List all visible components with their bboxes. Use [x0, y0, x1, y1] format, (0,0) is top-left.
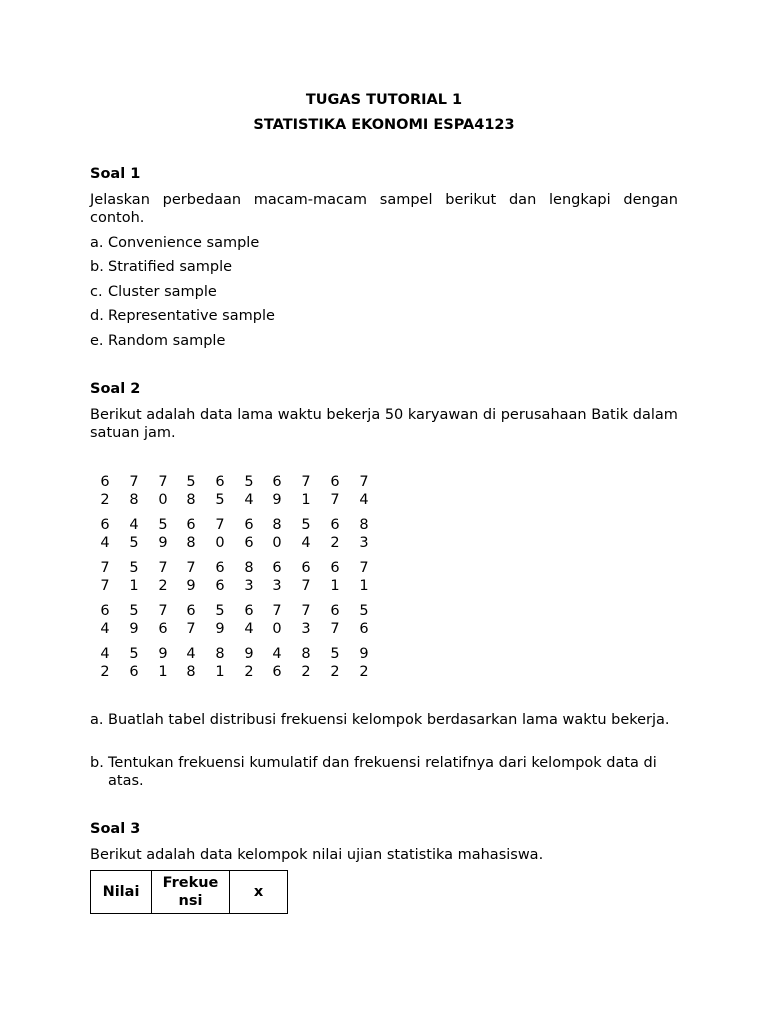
digit: 7 [100, 560, 110, 576]
digit: 6 [272, 560, 282, 576]
soal2-item-a [90, 711, 678, 729]
data-value [214, 473, 226, 509]
data-value [329, 602, 341, 638]
digit: 3 [272, 578, 282, 594]
data-value [300, 645, 312, 681]
data-value [358, 559, 370, 595]
digit: 9 [158, 646, 168, 662]
item-text: Convenience sample [108, 235, 260, 251]
item-text: Buatlah tabel distribusi frekuensi kelompok berdasarkan lama waktu bekerja. [108, 712, 670, 728]
digit: 8 [215, 646, 225, 662]
digit: 4 [244, 492, 254, 508]
digit: 7 [186, 560, 196, 576]
data-value [329, 473, 341, 509]
digit: 4 [100, 621, 110, 637]
digit: 2 [301, 664, 311, 680]
digit: 9 [359, 646, 369, 662]
digit: 5 [215, 492, 225, 508]
digit: 0 [272, 535, 282, 551]
digit: 6 [215, 474, 225, 490]
data-value [329, 516, 341, 552]
data-value [243, 516, 255, 552]
data-value [358, 645, 370, 681]
soal1-item-e [90, 332, 678, 350]
digit: 2 [100, 492, 110, 508]
digit: 5 [158, 517, 168, 533]
digit: 4 [186, 646, 196, 662]
digit: 7 [330, 492, 340, 508]
data-value [243, 473, 255, 509]
digit: 9 [272, 492, 282, 508]
document-subtitle: STATISTIKA EKONOMI ESPA4123 [253, 117, 515, 133]
soal1-prompt: Jelaskan perbedaan macam-macam sampel berikut dan lengkapi dengan contoh. [90, 192, 678, 226]
digit: 4 [244, 621, 254, 637]
digit: 7 [129, 474, 139, 490]
data-value [157, 602, 169, 638]
table-header-row [91, 871, 288, 914]
digit: 6 [100, 474, 110, 490]
digit: 3 [301, 621, 311, 637]
digit: 8 [186, 492, 196, 508]
digit: 5 [129, 535, 139, 551]
digit: 6 [186, 517, 196, 533]
data-value [271, 559, 283, 595]
digit: 8 [359, 517, 369, 533]
digit: 1 [129, 578, 139, 594]
data-value [214, 645, 226, 681]
data-value [214, 559, 226, 595]
data-value [99, 559, 111, 595]
digit: 2 [100, 664, 110, 680]
digit: 7 [158, 603, 168, 619]
item-label: d. [90, 308, 104, 324]
digit: 7 [272, 603, 282, 619]
data-value [358, 602, 370, 638]
item-text: Stratified sample [108, 259, 233, 275]
soal3-prompt: Berikut adalah data kelompok nilai ujian statistika mahasiswa. [90, 847, 544, 863]
data-value [300, 516, 312, 552]
digit: 3 [244, 578, 254, 594]
soal1-item-a [90, 234, 678, 252]
digit: 6 [272, 664, 282, 680]
data-value [300, 473, 312, 509]
digit: 0 [215, 535, 225, 551]
digit: 1 [215, 664, 225, 680]
document-title: TUGAS TUTORIAL 1 [305, 92, 463, 108]
digit: 2 [158, 578, 168, 594]
digit: 4 [100, 646, 110, 662]
digit: 5 [215, 603, 225, 619]
item-text: Cluster sample [108, 284, 217, 300]
digit: 7 [359, 560, 369, 576]
digit: 7 [301, 474, 311, 490]
digit: 4 [100, 535, 110, 551]
digit: 3 [359, 535, 369, 551]
digit: 5 [129, 560, 139, 576]
data-value [99, 473, 111, 509]
digit: 6 [100, 603, 110, 619]
data-value [214, 516, 226, 552]
item-label: c. [90, 284, 103, 300]
digit: 8 [244, 560, 254, 576]
digit: 6 [100, 517, 110, 533]
digit: 7 [330, 621, 340, 637]
digit: 6 [244, 517, 254, 533]
digit: 7 [215, 517, 225, 533]
data-value [300, 559, 312, 595]
soal2-prompt: Berikut adalah data lama waktu bekerja 50 karyawan di perusahaan Batik dalam satuan jam. [90, 407, 678, 441]
data-value [243, 645, 255, 681]
digit: 4 [301, 535, 311, 551]
digit: 5 [186, 474, 196, 490]
digit: 8 [186, 535, 196, 551]
digit: 8 [272, 517, 282, 533]
data-value [185, 559, 197, 595]
soal1-heading: Soal 1 [90, 166, 141, 182]
digit: 8 [129, 492, 139, 508]
data-value [185, 473, 197, 509]
data-value [329, 559, 341, 595]
item-text: Tentukan frekuensi kumulatif dan frekuensi relatifnya dari kelompok data di atas. [108, 755, 657, 789]
data-value [157, 473, 169, 509]
digit: 1 [301, 492, 311, 508]
digit: 6 [272, 474, 282, 490]
item-text: Random sample [108, 333, 226, 349]
digit: 4 [359, 492, 369, 508]
data-value [128, 473, 140, 509]
data-value [128, 602, 140, 638]
digit: 6 [158, 621, 168, 637]
item-text: Representative sample [108, 308, 275, 324]
digit: 6 [301, 560, 311, 576]
digit: 2 [244, 664, 254, 680]
digit: 9 [215, 621, 225, 637]
digit: 7 [301, 603, 311, 619]
data-value [185, 645, 197, 681]
item-label: b. [90, 259, 104, 275]
digit: 0 [158, 492, 168, 508]
digit: 6 [215, 578, 225, 594]
digit: 7 [158, 474, 168, 490]
soal1-item-d [90, 307, 678, 325]
digit: 6 [330, 517, 340, 533]
digit: 2 [330, 664, 340, 680]
data-value [128, 516, 140, 552]
data-value [329, 645, 341, 681]
digit: 9 [186, 578, 196, 594]
digit: 1 [158, 664, 168, 680]
digit: 2 [359, 664, 369, 680]
digit: 1 [330, 578, 340, 594]
digit: 1 [359, 578, 369, 594]
data-value [358, 516, 370, 552]
item-label: a. [90, 235, 104, 251]
digit: 7 [359, 474, 369, 490]
digit: 6 [330, 474, 340, 490]
digit: 6 [129, 664, 139, 680]
data-value [271, 473, 283, 509]
digit: 6 [215, 560, 225, 576]
digit: 7 [100, 578, 110, 594]
digit: 0 [272, 621, 282, 637]
digit: 5 [359, 603, 369, 619]
item-label: b. [90, 755, 104, 771]
item-label: e. [90, 333, 104, 349]
data-value [157, 559, 169, 595]
digit: 6 [186, 603, 196, 619]
digit: 7 [301, 578, 311, 594]
digit: 5 [330, 646, 340, 662]
data-value [99, 645, 111, 681]
digit: 6 [244, 535, 254, 551]
table-header-nilai: Nilai [91, 871, 152, 914]
digit: 6 [330, 603, 340, 619]
soal2-heading: Soal 2 [90, 381, 141, 397]
digit: 9 [158, 535, 168, 551]
data-value [128, 559, 140, 595]
digit: 4 [129, 517, 139, 533]
data-value [300, 602, 312, 638]
data-value [128, 645, 140, 681]
data-value [271, 645, 283, 681]
table-header-frekuensi: Frekue nsi [152, 871, 230, 914]
digit: 7 [158, 560, 168, 576]
data-value [271, 602, 283, 638]
digit: 8 [301, 646, 311, 662]
data-value [185, 602, 197, 638]
digit: 7 [186, 621, 196, 637]
digit: 6 [244, 603, 254, 619]
data-value [157, 645, 169, 681]
digit: 9 [129, 621, 139, 637]
data-value [358, 473, 370, 509]
data-value [271, 516, 283, 552]
data-value [157, 516, 169, 552]
data-value [99, 516, 111, 552]
soal1-item-c [90, 283, 678, 301]
soal3-heading: Soal 3 [90, 821, 141, 837]
digit: 5 [129, 603, 139, 619]
item-label: a. [90, 712, 104, 728]
soal3-table [90, 870, 288, 914]
digit: 6 [359, 621, 369, 637]
digit: 5 [244, 474, 254, 490]
data-value [185, 516, 197, 552]
data-value [214, 602, 226, 638]
soal2-item-b [90, 754, 678, 790]
digit: 2 [330, 535, 340, 551]
data-value [99, 602, 111, 638]
soal1-item-b [90, 258, 678, 276]
digit: 8 [186, 664, 196, 680]
digit: 6 [330, 560, 340, 576]
data-value [243, 559, 255, 595]
table-header-x: x [230, 871, 288, 914]
digit: 5 [129, 646, 139, 662]
digit: 9 [244, 646, 254, 662]
data-value [243, 602, 255, 638]
digit: 4 [272, 646, 282, 662]
digit: 5 [301, 517, 311, 533]
